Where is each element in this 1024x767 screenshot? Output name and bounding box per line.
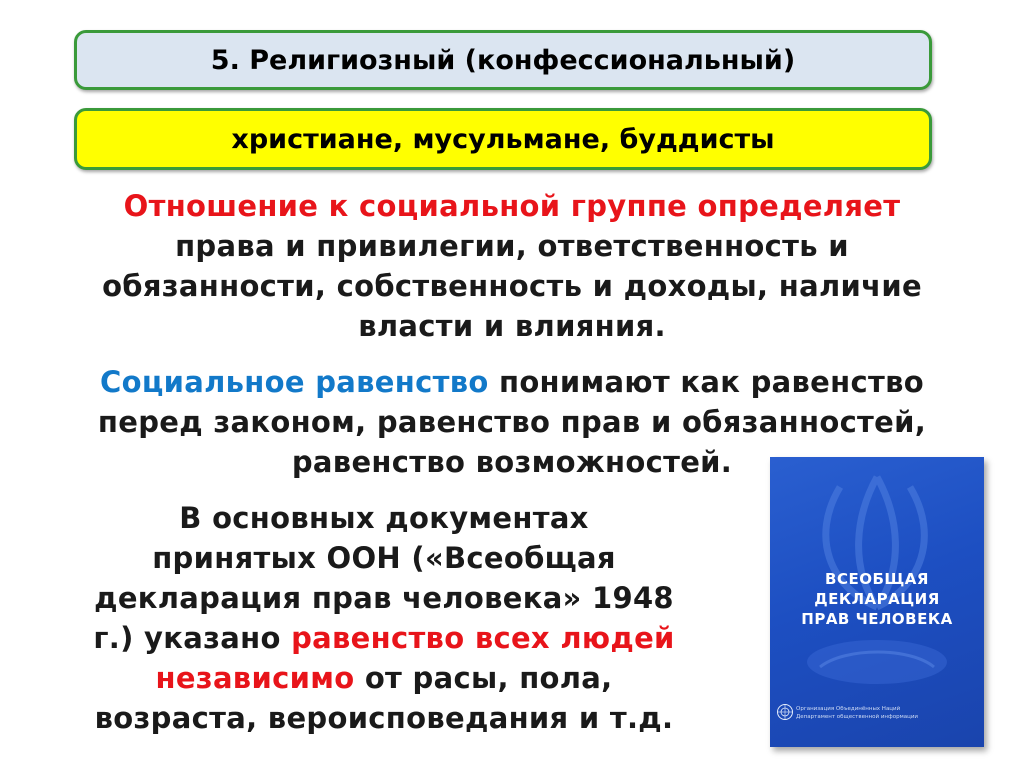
title-box bbox=[74, 30, 932, 90]
paragraph3-line3: декларация прав человека» 1948 bbox=[94, 581, 674, 615]
paragraph2-line1 bbox=[20, 362, 1004, 402]
paragraph-social-group-attitude bbox=[20, 186, 1004, 346]
paragraph2-line2: перед законом, равенство прав и обязанностей, bbox=[97, 405, 927, 439]
paragraph3-highlight1: равенство всех людей bbox=[291, 621, 675, 655]
examples-box bbox=[74, 108, 932, 170]
slide-title: 5. Религиозный (конфессиональный) bbox=[210, 44, 796, 76]
booklet-line2: ДЕКЛАРАЦИЯ bbox=[814, 590, 940, 608]
paragraph3-line5 bbox=[24, 658, 744, 698]
paragraph1-line2: права и привилегии, ответственность и bbox=[175, 229, 849, 263]
booklet-cover-title bbox=[770, 569, 984, 629]
booklet-line1: ВСЕОБЩАЯ bbox=[825, 570, 929, 588]
paragraph2-rest1: понимают как равенство bbox=[488, 365, 924, 399]
booklet-line3: ПРАВ ЧЕЛОВЕКА bbox=[801, 610, 953, 628]
paragraph1-highlight: Отношение к социальной группе определяет bbox=[123, 189, 901, 223]
paragraph1-line3: обязанности, собственность и доходы, наличие bbox=[102, 269, 922, 303]
paragraph3-line5-end: от расы, пола, bbox=[354, 661, 613, 695]
paragraph3-line4 bbox=[24, 618, 744, 658]
booklet-footer bbox=[796, 705, 946, 721]
booklet-footer2: Департамент общественной информации bbox=[796, 714, 918, 720]
paragraph2-line3: равенство возможностей. bbox=[291, 445, 733, 479]
declaration-booklet-image bbox=[770, 457, 984, 747]
paragraph3-line2: принятых ООН («Всеобщая bbox=[152, 541, 616, 575]
paragraph2-highlight: Социальное равенство bbox=[100, 365, 489, 399]
paragraph3-line6: возраста, вероисповедания и т.д. bbox=[94, 701, 674, 735]
paragraph-un-documents bbox=[24, 498, 744, 738]
paragraph3-highlight2: независимо bbox=[155, 661, 355, 695]
un-logo-icon bbox=[776, 703, 794, 721]
paragraph1-line4: власти и влияния. bbox=[358, 309, 666, 343]
examples-text: христиане, мусульмане, буддисты bbox=[231, 123, 775, 155]
paragraph3-line1: В основных документах bbox=[179, 501, 589, 535]
booklet-footer1: Организация Объединённых Наций bbox=[796, 706, 901, 712]
paragraph3-line4-start: г.) указано bbox=[93, 621, 292, 655]
